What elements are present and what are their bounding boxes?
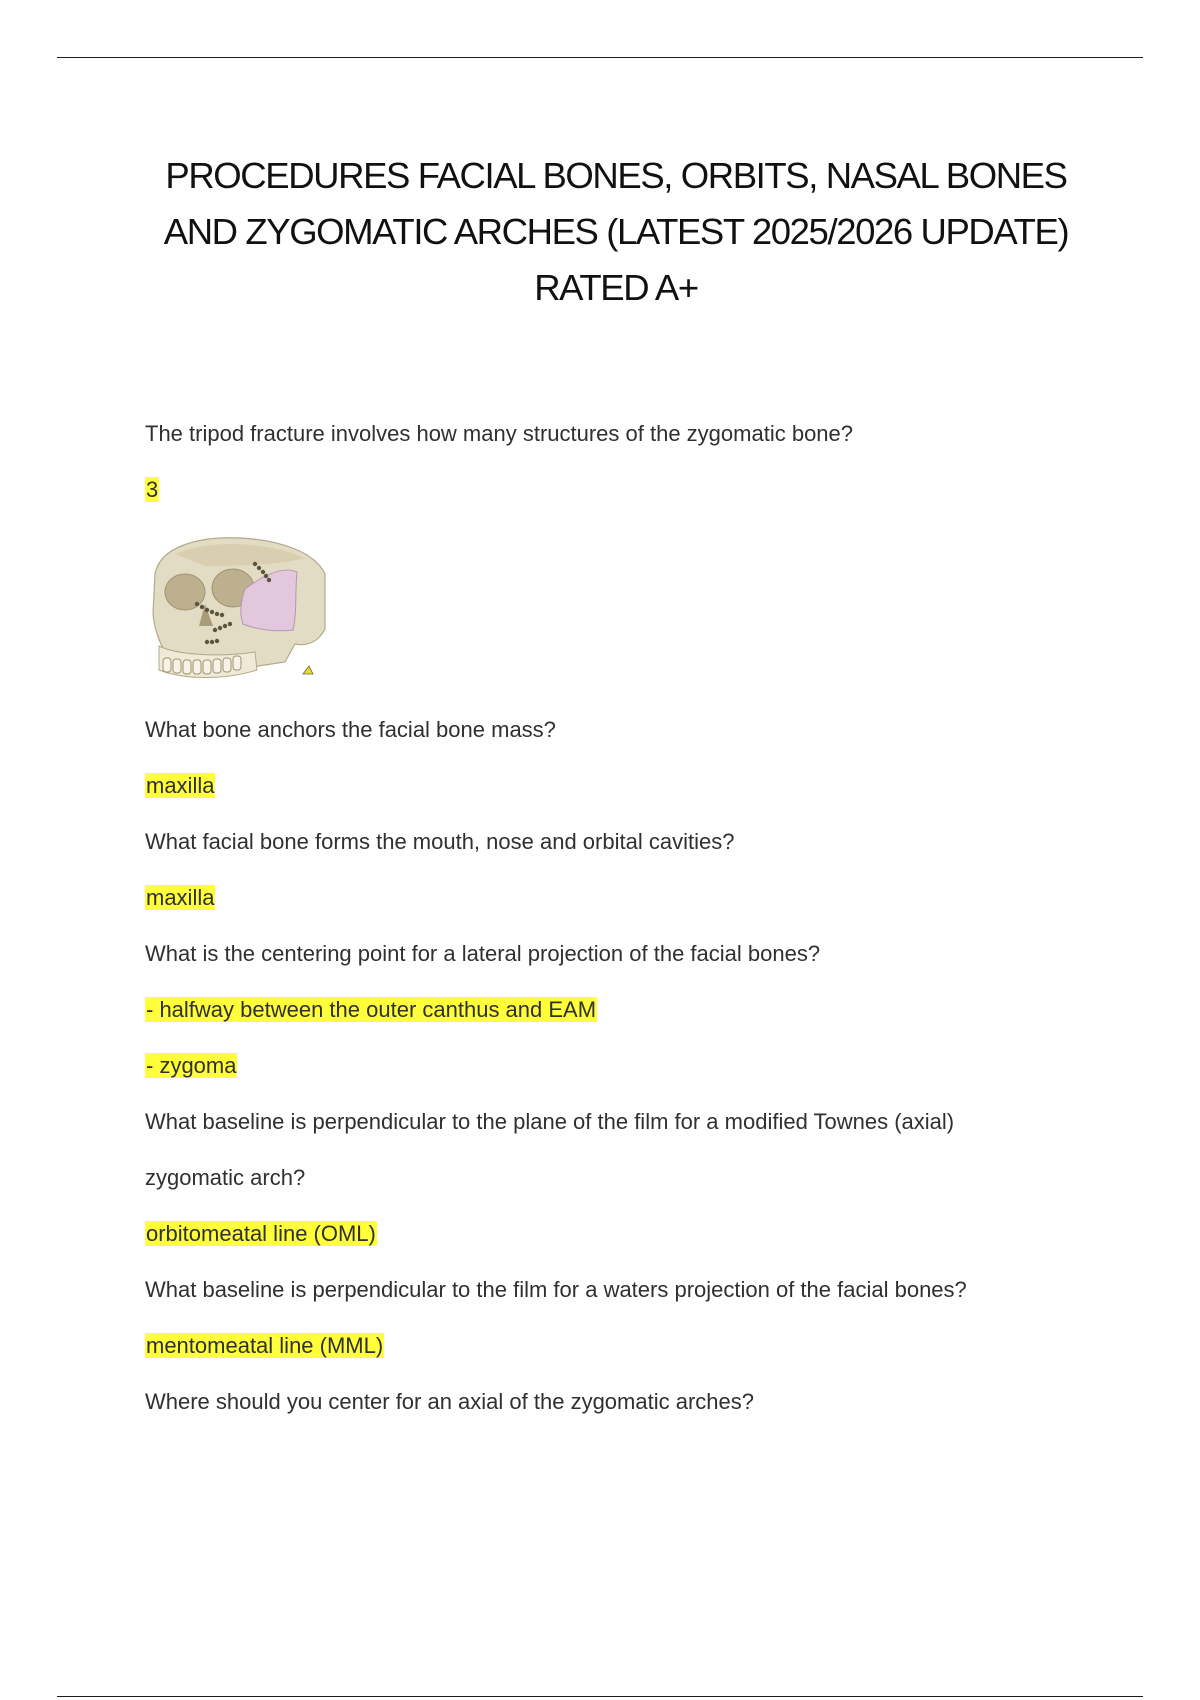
title-line-3: RATED A+: [534, 267, 698, 308]
answer-highlight: - halfway between the outer canthus and EAM: [146, 997, 597, 1022]
question-7: Where should you center for an axial of the zygomatic arches?: [145, 1389, 754, 1414]
top-rule: [57, 57, 1143, 58]
question-6: What baseline is perpendicular to the film for a waters projection of the facial bones?: [145, 1277, 967, 1302]
answer-2: [145, 772, 215, 800]
title-line-1: PROCEDURES FACIAL BONES, ORBITS, NASAL BONES: [165, 155, 1067, 196]
answer-highlight: 3: [146, 477, 159, 502]
answer-highlight: maxilla: [146, 885, 215, 910]
answer-1: [145, 476, 159, 504]
question-3: What facial bone forms the mouth, nose and orbital cavities?: [145, 829, 735, 854]
bottom-rule: [57, 1696, 1143, 1697]
skull-tripod-fracture-illustration: [145, 534, 327, 689]
answer-3: [145, 884, 215, 912]
question-1: The tripod fracture involves how many structures of the zygomatic bone?: [145, 421, 854, 446]
question-5-line-2: zygomatic arch?: [145, 1165, 306, 1190]
answer-highlight: - zygoma: [146, 1053, 237, 1078]
answer-4a: [145, 996, 597, 1024]
answer-highlight: orbitomeatal line (OML): [146, 1221, 376, 1246]
answer-highlight: mentomeatal line (MML): [146, 1333, 384, 1358]
answer-4b: [145, 1052, 237, 1080]
answer-6: [145, 1332, 384, 1360]
question-4: What is the centering point for a lateral projection of the facial bones?: [145, 941, 821, 966]
question-2: What bone anchors the facial bone mass?: [145, 717, 556, 742]
title-line-2: AND ZYGOMATIC ARCHES (LATEST 2025/2026 UPDATE): [163, 211, 1069, 252]
answer-highlight: maxilla: [146, 773, 215, 798]
document-title: [100, 148, 1132, 316]
question-5-line-1: What baseline is perpendicular to the plane of the film for a modified Townes (axial): [145, 1109, 955, 1134]
answer-5: [145, 1220, 377, 1248]
